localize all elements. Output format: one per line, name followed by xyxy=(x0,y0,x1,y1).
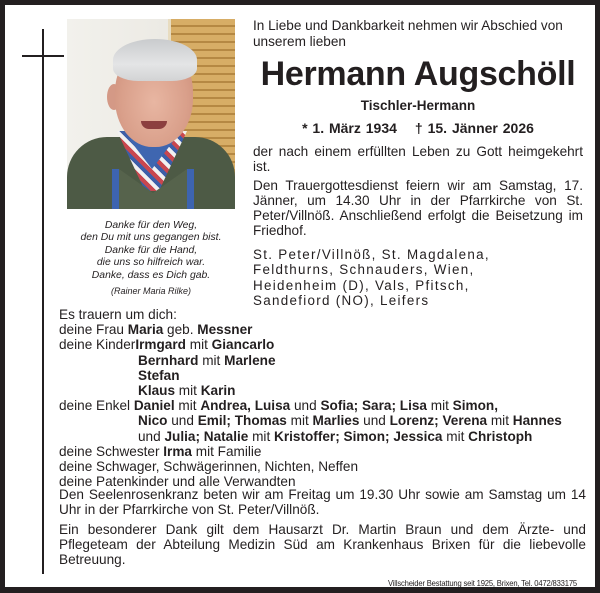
grandchild-segment: und xyxy=(167,413,198,429)
mourner-grandchildren-line xyxy=(59,413,599,428)
mourner-wife: deine Frau Maria geb. Messner xyxy=(59,322,253,338)
life-dates xyxy=(253,120,583,136)
poem-line: Danke für die Hand, xyxy=(104,244,198,256)
rosary-text: Den Seelenrosenkranz beten wir am Freitag um 19.30 Uhr sowie am Samstag um 14 Uhr in der Pfarrkirche von St. Peter/Villnöß. xyxy=(59,487,586,518)
places-list xyxy=(253,247,583,309)
mourner-grandchildren-line xyxy=(59,429,599,444)
portrait-photo xyxy=(67,19,235,209)
funeral-home-credit: Villscheider Bestattung seit 1925, Brixen, Tel. 0472/833175 xyxy=(388,578,577,588)
poem-line: Danke für den Weg, xyxy=(104,220,198,231)
cross-icon-bar xyxy=(22,55,64,57)
grandchild-segment: und xyxy=(138,428,165,444)
mourner-sister: deine Schwester Irma mit Familie xyxy=(59,443,262,459)
grandchild-segment: mit xyxy=(286,413,313,429)
mourner-grandchildren: deine Enkel Daniel mit Andrea, Luisa und Sofia; Sara; Lisa mit Simon, xyxy=(59,398,498,414)
poem-line: Danke, dass es Dich gab. xyxy=(91,269,211,281)
grandchild-segment: und xyxy=(359,413,390,429)
grandchild-segment: Sofia; Sara; Lisa xyxy=(320,398,427,414)
poem-line: den Du mit uns gegangen bist. xyxy=(80,232,222,244)
grandchild-segment: Lorenz; Verena xyxy=(389,413,488,429)
grandchild-segment: mit xyxy=(248,428,275,444)
obituary-card xyxy=(5,5,595,587)
grandchild-segment: Simon, xyxy=(452,398,498,414)
place-line: Heidenheim (D), Vals, Pfitsch, xyxy=(253,277,470,293)
grandchild-segment: Christoph xyxy=(468,428,533,444)
closing-text xyxy=(59,487,586,567)
place-line: St. Peter/Villnöß, St. Magdalena, xyxy=(253,246,490,262)
mourners-heading: Es trauern um dich: xyxy=(59,307,177,322)
text-returned-to-god: der nach einem erfüllten Leben zu Gott heimgekehrt ist. xyxy=(253,144,583,175)
grandchild-segment: Marlies xyxy=(312,413,360,429)
nickname: Tischler-Hermann xyxy=(360,98,476,113)
grandchild-segment: mit xyxy=(426,398,453,414)
grandchild-segment: mit xyxy=(174,398,201,414)
mourner-child: Stefan xyxy=(138,367,180,383)
mourners-list xyxy=(59,307,599,489)
place-line: Sandefiord (NO), Leifers xyxy=(253,293,430,309)
grandchild-segment: Nico xyxy=(138,413,168,429)
death-date: † 15. Jänner 2026 xyxy=(414,120,534,136)
mourner-inlaws: deine Schwager, Schwägerinnen, Nichten, Neffen xyxy=(59,459,359,475)
grandchild-segment: Kristoffer; Simon; Jessica xyxy=(274,428,443,444)
poem-credit: (Rainer Maria Rilke) xyxy=(110,286,191,297)
thanks-text: Ein besonderer Dank gilt dem Hausarzt Dr. Martin Braun und dem Ärzte- und Pflegeteam der Abteilung Medizin Süd am Krankenhaus Brixen für die liebevolle Betreuung. xyxy=(59,521,586,568)
poem xyxy=(67,220,235,297)
grandchild-segment: Hannes xyxy=(512,413,562,429)
mourner-godchildren: deine Patenkinder und alle Verwandten xyxy=(59,474,296,490)
place-line: Feldthurns, Schnauders, Wien, xyxy=(253,262,475,278)
grandchild-segment: Andrea, Luisa xyxy=(200,398,291,414)
mourner-child: Bernhard mit Marlene xyxy=(138,352,276,368)
grandchild-segment: mit xyxy=(487,413,513,429)
intro-text: In Liebe und Dankbarkeit nehmen wir Abschied von unserem lieben xyxy=(253,18,563,49)
mourner-children: deine KinderIrmgard mit Giancarlo xyxy=(59,337,275,353)
cross-icon xyxy=(42,29,44,574)
grandchild-segment: mit xyxy=(442,428,469,444)
grandchild-segment: Daniel xyxy=(133,398,175,414)
funeral-service-text: Den Trauergottesdienst feiern wir am Samstag, 17. Jänner, um 14.30 Uhr in der Pfarrkirche von St. Peter/Villnöß. Anschließend erfolgt die Beisetzung im Friedhof. xyxy=(253,177,583,239)
poem-line: die uns so hilfreich war. xyxy=(96,257,206,269)
grandchild-segment: und xyxy=(290,398,321,414)
grandchild-segment: Emil; Thomas xyxy=(197,413,287,429)
grandchild-segment: Julia; Natalie xyxy=(164,428,249,444)
announcement xyxy=(253,18,583,309)
deceased-name: Hermann Augschöll xyxy=(260,55,576,93)
birth-date: * 1. März 1934 xyxy=(302,120,397,136)
mourner-child: Klaus mit Karin xyxy=(138,383,236,399)
